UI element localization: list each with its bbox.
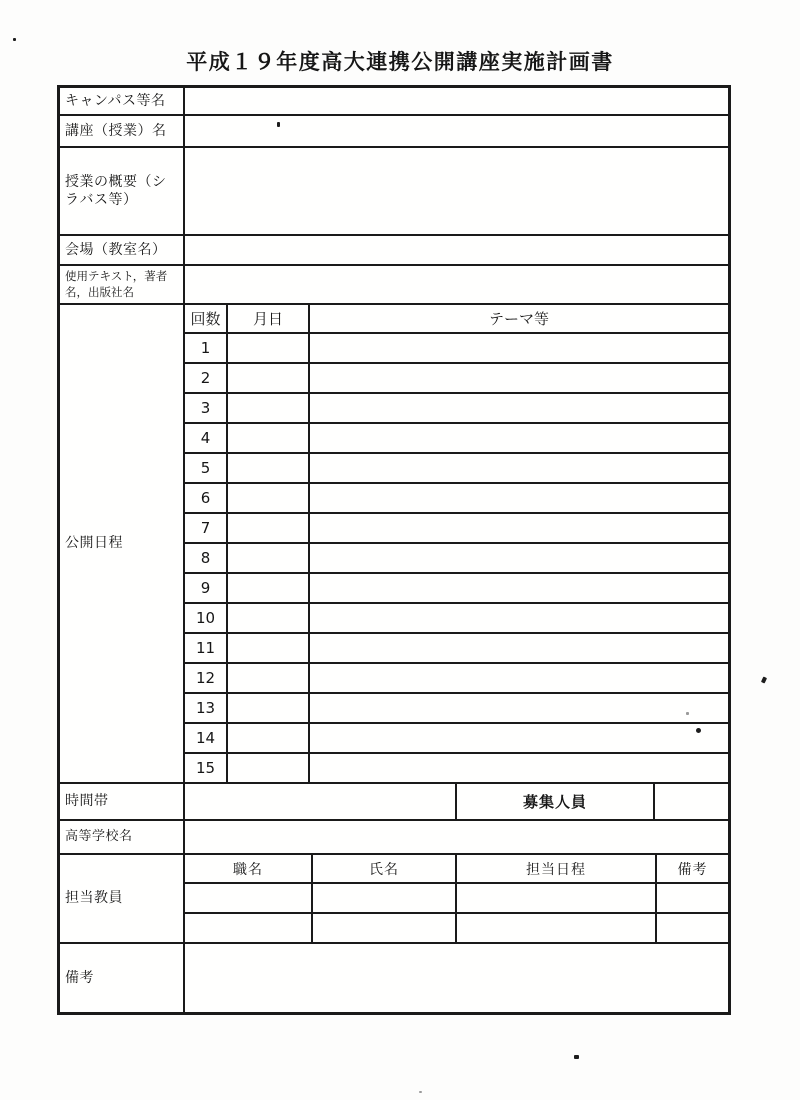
scan-artifact-dot xyxy=(419,1091,422,1093)
teacher-name-cell xyxy=(313,914,457,942)
overview-row xyxy=(60,148,728,236)
course-row xyxy=(60,116,728,148)
schedule-row xyxy=(185,544,728,574)
scan-artifact-dot xyxy=(574,1055,579,1059)
session-date-cell xyxy=(228,754,310,782)
highschool-row xyxy=(60,821,728,855)
teacher-header-row xyxy=(185,855,728,884)
venue-row xyxy=(60,236,728,266)
teacher-dates-cell xyxy=(457,884,657,912)
course-label: 講座（授業）名 xyxy=(60,116,185,146)
venue-value-cell xyxy=(185,236,728,264)
teacher-notes-cell xyxy=(657,914,728,942)
timeslot-label: 時間帯 xyxy=(60,784,185,819)
session-date-cell xyxy=(228,574,310,602)
session-date-cell xyxy=(228,424,310,452)
teacher-name-cell xyxy=(313,884,457,912)
session-date-cell xyxy=(228,364,310,392)
session-theme-cell xyxy=(310,454,728,482)
teacher-row xyxy=(185,884,728,914)
position-header: 職名 xyxy=(185,855,313,882)
remarks-row xyxy=(60,944,728,1012)
assigned-dates-header: 担当日程 xyxy=(457,855,657,882)
session-number: 3 xyxy=(185,394,228,422)
remarks-value-cell xyxy=(185,944,728,1012)
session-number: 1 xyxy=(185,334,228,362)
teacher-notes-cell xyxy=(657,884,728,912)
scan-artifact-dot xyxy=(686,712,689,715)
teacher-row xyxy=(185,914,728,942)
highschool-value-cell xyxy=(185,821,728,853)
schedule-table xyxy=(185,305,728,782)
session-theme-cell xyxy=(310,754,728,782)
schedule-row xyxy=(185,514,728,544)
session-theme-cell xyxy=(310,574,728,602)
plan-form-table xyxy=(57,85,731,1015)
session-number: 9 xyxy=(185,574,228,602)
campus-row xyxy=(60,88,728,116)
highschool-label: 高等学校名 xyxy=(60,821,185,853)
scan-artifact-dot xyxy=(696,728,701,733)
session-date-cell xyxy=(228,634,310,662)
session-number: 13 xyxy=(185,694,228,722)
session-number: 12 xyxy=(185,664,228,692)
schedule-header-row xyxy=(185,305,728,334)
session-number: 10 xyxy=(185,604,228,632)
session-date-cell xyxy=(228,514,310,542)
session-theme-cell xyxy=(310,424,728,452)
session-theme-cell xyxy=(310,604,728,632)
teacher-table xyxy=(185,855,728,942)
session-date-cell xyxy=(228,694,310,722)
course-value-cell xyxy=(185,116,728,146)
session-theme-cell xyxy=(310,544,728,572)
schedule-row xyxy=(185,634,728,664)
teacher-row-group xyxy=(60,855,728,944)
timeslot-value-cell xyxy=(185,784,457,819)
session-date-cell xyxy=(228,454,310,482)
schedule-row xyxy=(185,724,728,754)
session-number: 11 xyxy=(185,634,228,662)
session-number: 8 xyxy=(185,544,228,572)
schedule-count-header: 回数 xyxy=(185,305,228,332)
session-number: 2 xyxy=(185,364,228,392)
session-number: 15 xyxy=(185,754,228,782)
teacher-position-cell xyxy=(185,914,313,942)
textbook-value-cell xyxy=(185,266,728,303)
session-date-cell xyxy=(228,724,310,752)
scan-artifact-dot xyxy=(761,676,767,683)
schedule-row xyxy=(185,394,728,424)
teacher-dates-cell xyxy=(457,914,657,942)
session-number: 14 xyxy=(185,724,228,752)
capacity-value-cell xyxy=(655,784,728,819)
schedule-row xyxy=(185,574,728,604)
session-number: 7 xyxy=(185,514,228,542)
schedule-label: 公開日程 xyxy=(60,305,185,782)
campus-label: キャンパス等名 xyxy=(60,88,185,114)
session-number: 4 xyxy=(185,424,228,452)
form-title: 平成１９年度高大連携公開講座実施計画書 xyxy=(186,50,614,74)
textbook-row xyxy=(60,266,728,305)
schedule-row xyxy=(185,484,728,514)
campus-value-cell xyxy=(185,88,728,114)
schedule-row xyxy=(185,604,728,634)
session-date-cell xyxy=(228,394,310,422)
schedule-row xyxy=(185,454,728,484)
schedule-theme-header: テーマ等 xyxy=(488,310,549,328)
session-number: 6 xyxy=(185,484,228,512)
session-theme-cell xyxy=(310,334,728,362)
session-theme-cell xyxy=(310,514,728,542)
schedule-row xyxy=(185,424,728,454)
scan-artifact-dot xyxy=(13,38,16,41)
scan-artifact-dot xyxy=(277,122,280,127)
schedule-row xyxy=(185,754,728,782)
capacity-label: 募集人員 xyxy=(457,784,655,819)
session-date-cell xyxy=(228,334,310,362)
session-theme-cell xyxy=(310,394,728,422)
session-number: 5 xyxy=(185,454,228,482)
session-date-cell xyxy=(228,484,310,512)
teacher-label: 担当教員 xyxy=(60,855,185,942)
schedule-row-group xyxy=(60,305,728,784)
notes-header: 備考 xyxy=(677,861,708,878)
schedule-row xyxy=(185,334,728,364)
session-theme-cell xyxy=(310,634,728,662)
schedule-row xyxy=(185,364,728,394)
session-theme-cell xyxy=(310,694,728,722)
session-theme-cell xyxy=(310,364,728,392)
session-date-cell xyxy=(228,604,310,632)
session-date-cell xyxy=(228,664,310,692)
venue-label: 会場（教室名） xyxy=(60,236,185,264)
timeslot-row xyxy=(60,784,728,821)
schedule-row xyxy=(185,664,728,694)
schedule-date-header: 月日 xyxy=(228,305,310,332)
session-date-cell xyxy=(228,544,310,572)
overview-label: 授業の概要（シラバス等） xyxy=(60,148,185,234)
schedule-row xyxy=(185,694,728,724)
name-header: 氏名 xyxy=(313,855,457,882)
session-theme-cell xyxy=(310,664,728,692)
teacher-position-cell xyxy=(185,884,313,912)
session-theme-cell xyxy=(310,484,728,512)
textbook-label: 使用テキスト，著者名，出版社名 xyxy=(60,266,185,303)
remarks-label: 備考 xyxy=(60,944,185,1012)
session-theme-cell xyxy=(310,724,728,752)
overview-value-cell xyxy=(185,148,728,234)
